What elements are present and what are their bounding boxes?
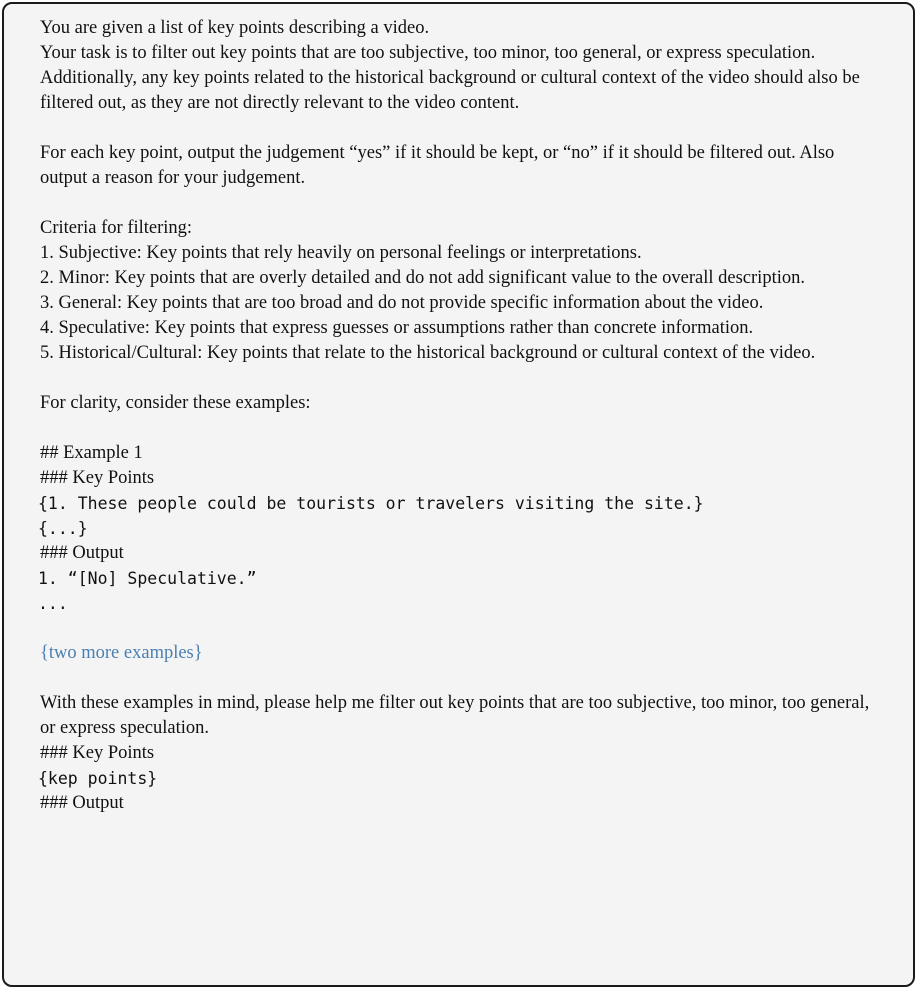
example-1-output-heading: ### Output xyxy=(40,543,124,563)
example-1-key-point: {1. These people could be tourists or travelers visiting the site.} xyxy=(38,494,704,513)
intro-line-3: Additionally, any key points related to the historical background or cultural context of the video should also be filtered out, as they are not directly relevant to the video content. xyxy=(40,68,860,113)
closing-output-heading: ### Output xyxy=(40,793,124,813)
key-points-placeholder: {kep points} xyxy=(38,769,158,788)
example-1-heading: ## Example 1 xyxy=(40,443,143,463)
examples-intro: For clarity, consider these examples: xyxy=(40,393,311,413)
example-1-output-ellipsis: ... xyxy=(38,594,68,613)
example-1-key-points-heading: ### Key Points xyxy=(40,468,155,488)
instruction-text: For each key point, output the judgement “yes” if it should be kept, or “no” if it should be filtered out. Also output a reason for your judgement. xyxy=(40,143,835,188)
criteria-item-general: 3. General: Key points that are too broad and do not provide specific information about the video. xyxy=(40,293,764,313)
more-examples-placeholder: {two more examples} xyxy=(40,643,203,663)
criteria-heading: Criteria for filtering: xyxy=(40,218,193,238)
criteria-item-speculative: 4. Speculative: Key points that express guesses or assumptions rather than concrete information. xyxy=(40,318,754,338)
criteria-item-historical: 5. Historical/Cultural: Key points that relate to the historical background or cultural context of the video. xyxy=(40,343,816,363)
closing-key-points-heading: ### Key Points xyxy=(40,743,155,763)
intro-line-2: Your task is to filter out key points that are too subjective, too minor, too general, or express speculation. xyxy=(40,43,816,63)
prompt-box xyxy=(2,2,915,987)
intro-line-1: You are given a list of key points describing a video. xyxy=(40,18,430,38)
example-1-key-point-ellipsis: {...} xyxy=(38,519,88,538)
criteria-item-minor: 2. Minor: Key points that are overly detailed and do not add significant value to the overall description. xyxy=(40,268,805,288)
closing-instruction: With these examples in mind, please help me filter out key points that are too subjective, too minor, too general, or express speculation. xyxy=(40,693,870,738)
example-1-output: 1. “[No] Speculative.” xyxy=(38,569,257,588)
criteria-item-subjective: 1. Subjective: Key points that rely heavily on personal feelings or interpretations. xyxy=(40,243,642,263)
